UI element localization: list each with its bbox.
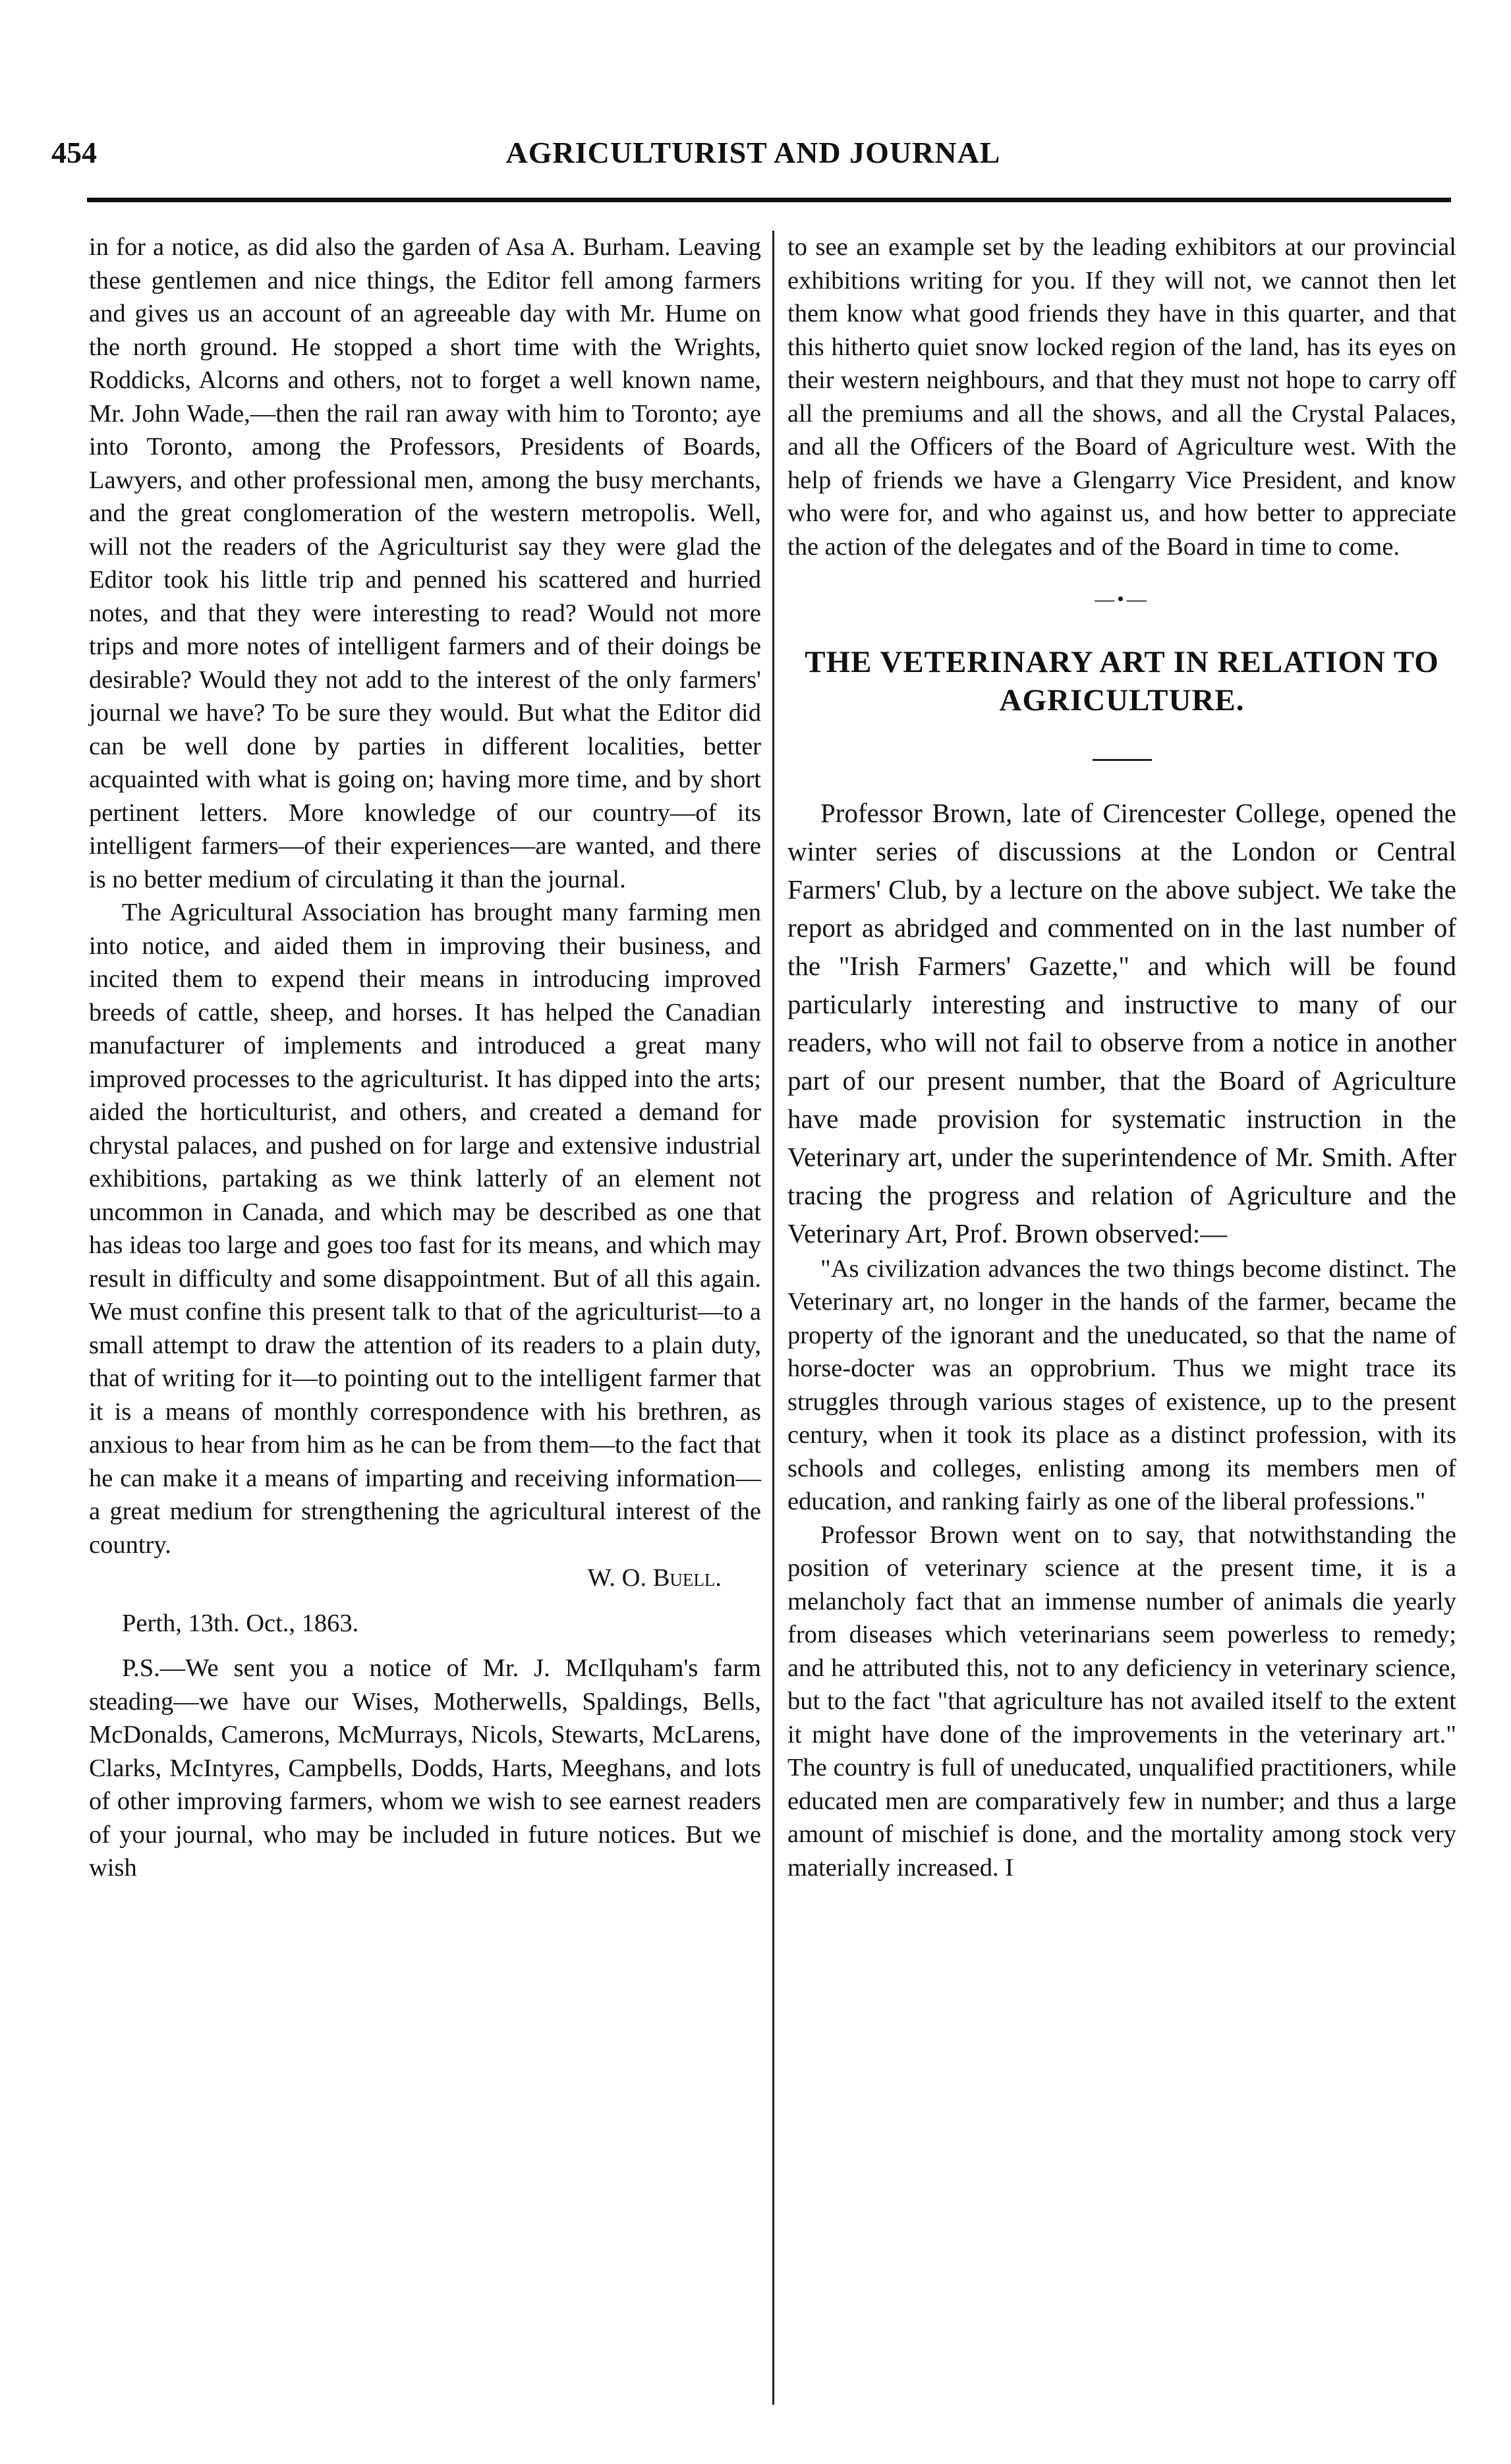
page-number: 454 bbox=[51, 136, 97, 169]
article-title: THE VETERINARY ART IN RELATION TO AGRICULTURE. bbox=[805, 644, 1439, 717]
right-paragraph-continued: to see an example set by the leading exhibitors at our provincial exhibitions writing for you. If they will not, we cannot then let them know what good friends they have in this quarter, and that this hitherto quiet snow locked region of the land, has its eyes on their western neighbours, and that they must not hope to carry off all the premiums and all the shows, and all the Crystal Palaces, and all the Officers of the Board of Agriculture west. With the help of friends we have a Glengarry Vice President, and know who were for, and who against us, and how better to appreciate the action of the delegates and of the Board in time to come. bbox=[787, 233, 1456, 561]
running-head: AGRICULTURIST AND JOURNAL bbox=[505, 136, 1001, 169]
postscript: P.S.—We sent you a notice of Mr. J. McIlquham's farm steading—we have our Wises, Motherwells, Spaldings, Bells, McDonalds, Camerons, McMurrays, Nicols, Stewarts, McLarens, Clarks, McIntyres, Campbells, Dodds, Harts, Meeghans, and lots of other improving farmers, whom we wish to see earnest readers of your journal, who may be included in future notices. But we wish bbox=[89, 1654, 761, 1882]
left-paragraph-2: The Agricultural Association has brought many farming men into notice, and aided them in improving their business, and incited them to expend their means in introducing improved breeds of cattle, sheep, and horses. It has helped the Canadian manufacturer of implements and introduced a great many improved processes to the agriculturist. It has dipped into the arts; aided the horticulturist, and others, and created a demand for chrystal palaces, and pushed on for large and extensive industrial exhibitions, partaking as we think latterly of an element not uncommon in Canada, and which may be described as one that has ideas too large and goes too fast for its means, and which may result in difficulty and some disappointment. But of all this again. We must confine this present talk to that of the agriculturist—to a small attempt to draw the attention of its readers to a plain duty, that of writing for it—to pointing out to the intelligent farmer that it is a means of monthly correspondence with his brethren, as anxious to hear from him as he can be from them—to the fact that he can make it a means of imparting and receiving information—a great medium for strengthening the agricultural interest of the country. bbox=[89, 899, 761, 1559]
header-rule bbox=[87, 198, 1451, 202]
column-divider bbox=[772, 231, 774, 2405]
dateline: Perth, 13th. Oct., 1863. bbox=[122, 1609, 359, 1637]
article-paragraph-last: Professor Brown went on to say, that notwithstanding the position of veterinary science at the present time, it is a melancholy fact that an immense number of animals die yearly from diseases which veterinarians seem powerless to remedy; and he attributed this, not to any deficiency in veterinary science, but to the fact "that agriculture has not availed itself to the extent it might have done of the improvements in the veterinary art." The country is full of uneducated, unqualified practitioners, while educated men are comparatively few in number; and thus a large amount of mischief is done, and the mortality among stock very materially increased. I bbox=[787, 1521, 1456, 1882]
left-column bbox=[89, 231, 761, 1885]
article-quote: "As civilization advances the two things become distinct. The Veterinary art, no longer in the hands of the farmer, became the property of the ignorant and the uneducated, so that the name of horse-docter was an opprobrium. Thus we might trace its struggles through various stages of existence, up to the present century, when it took its place as a distinct profession, with its schools and colleges, enlisting among its members men of education, and ranking fairly as one of the liberal professions." bbox=[787, 1254, 1456, 1515]
title-rule bbox=[1093, 759, 1152, 761]
right-column bbox=[787, 231, 1456, 1884]
section-ornament: —•— bbox=[1095, 588, 1149, 610]
left-paragraph-1: in for a notice, as did also the garden of Asa A. Burham. Leaving these gentlemen and nice things, the Editor fell among farmers and gives us an account of an agreeable day with Mr. Hume on the north ground. He stopped a short time with the Wrights, Roddicks, Alcorns and others, not to forget a well known name, Mr. John Wade,—then the rail ran away with him to Toronto; aye into Toronto, among the Professors, Presidents of Boards, Lawyers, and other professional men, among the busy merchants, and the great conglomeration of the western metropolis. Well, will not the readers of the Agriculturist say they were glad the Editor took his little trip and penned his scattered and hurried notes, and that they were interesting to read? Would not more trips and more notes of intelligent farmers and of their doings be desirable? Would they not add to the interest of the only farmers' journal we have? To be sure they would. But what the Editor did can be well done by parties in different localities, better acquainted with what is going on; having more time, and by short pertinent letters. More knowledge of our country—of its intelligent farmers—of their experiences—are wanted, and there is no better medium of circulating it than the journal. bbox=[89, 233, 761, 893]
page-header bbox=[51, 135, 1455, 181]
article-intro: Professor Brown, late of Cirencester College, opened the winter series of discussions at the London or Central Farmers' Club, by a lecture on the above subject. We take the report as abridged and commented on in the last number of the "Irish Farmers' Gazette," and which will be found particularly interesting and instructive to many of our readers, who will not fail to observe from a notice in another part of our present number, that the Board of Agriculture have made provision for systematic instruction in the Veterinary art, under the superintendence of Mr. Smith. After tracing the progress and relation of Agriculture and the Veterinary Art, Prof. Brown observed:— bbox=[787, 797, 1456, 1248]
signature: W. O. Buell. bbox=[587, 1564, 722, 1592]
